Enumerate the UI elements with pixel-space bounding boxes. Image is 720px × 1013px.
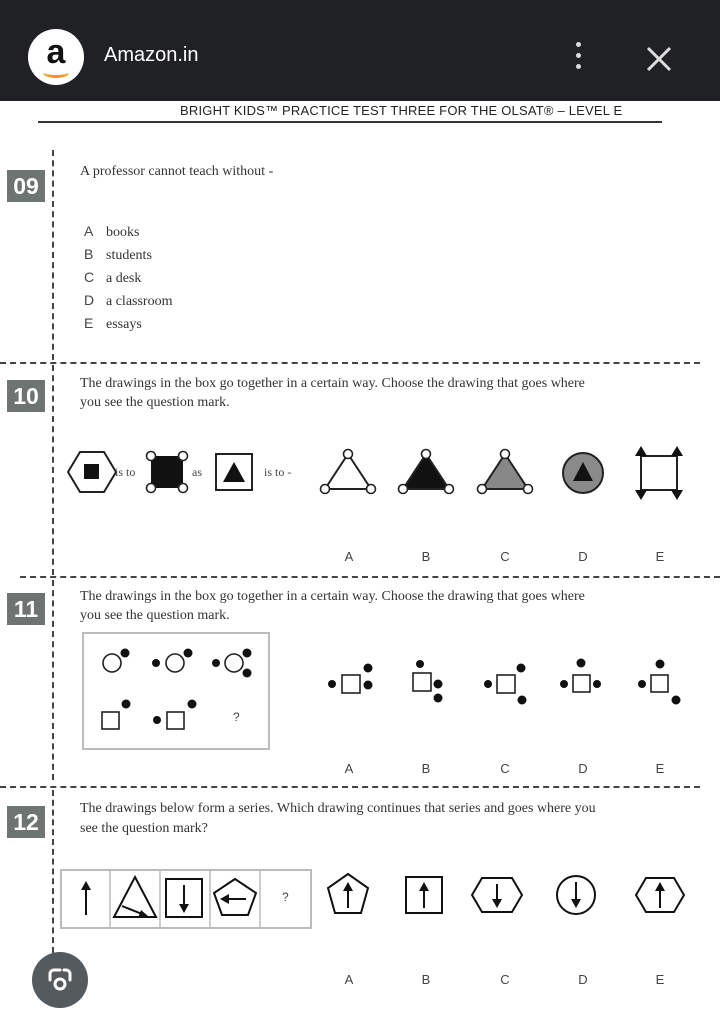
question-number-10: 10 bbox=[7, 380, 45, 412]
option-b-square-dots-icon bbox=[413, 660, 443, 703]
logo-letter: a bbox=[46, 33, 66, 71]
question-10-text-line2: you see the question mark. bbox=[80, 395, 230, 410]
browser-top-bar bbox=[0, 0, 720, 101]
answer-label-a[interactable]: A bbox=[344, 761, 354, 776]
logo-smile bbox=[43, 67, 69, 78]
option-a-triangle-icon bbox=[321, 450, 376, 494]
question-number-12: 12 bbox=[7, 806, 45, 838]
answer-option[interactable]: E essays bbox=[84, 315, 142, 332]
pentagon-arrow-left-icon bbox=[214, 879, 256, 915]
lens-icon bbox=[32, 952, 88, 1008]
q12-series-figures bbox=[60, 869, 312, 929]
answer-label-a[interactable]: A bbox=[344, 972, 354, 987]
answer-label-d[interactable]: D bbox=[578, 761, 588, 776]
answer-label-d[interactable]: D bbox=[578, 972, 588, 987]
more-vert-icon[interactable] bbox=[570, 42, 586, 76]
option-b-triangle-icon bbox=[399, 450, 454, 494]
answer-label-e[interactable]: E bbox=[655, 549, 665, 564]
answer-label-a[interactable]: A bbox=[344, 549, 354, 564]
answer-option[interactable]: B students bbox=[84, 246, 152, 263]
option-d-circle-triangle-icon bbox=[563, 453, 603, 493]
answer-label-d[interactable]: D bbox=[578, 549, 588, 564]
lens-search-button[interactable] bbox=[32, 952, 88, 1008]
answer-option[interactable]: A books bbox=[84, 223, 140, 240]
close-icon[interactable] bbox=[644, 44, 674, 74]
question-number-11: 11 bbox=[7, 593, 45, 625]
option-a-pentagon-arrow-up-icon bbox=[328, 874, 368, 913]
answer-label-b[interactable]: B bbox=[421, 549, 431, 564]
option-d-circle-arrow-down-icon bbox=[557, 876, 595, 914]
option-a-square-dots-icon bbox=[328, 664, 373, 694]
square-triangle-icon bbox=[216, 454, 252, 490]
is-to-label: is to - bbox=[264, 465, 292, 479]
question-12-text-line2: see the question mark? bbox=[80, 821, 208, 836]
margin-line bbox=[52, 580, 54, 780]
section-divider bbox=[0, 786, 700, 788]
page-title: BRIGHT KIDS™ PRACTICE TEST THREE FOR THE OLSAT® – LEVEL E bbox=[180, 103, 623, 118]
option-c-hexagon-arrow-down-icon bbox=[472, 878, 522, 912]
section-divider bbox=[20, 576, 720, 578]
answer-option[interactable]: C a desk bbox=[84, 269, 142, 286]
option-d-square-dots-icon bbox=[560, 659, 601, 693]
square-circle-corners-icon bbox=[147, 452, 188, 493]
option-e-square-arrows-icon bbox=[635, 446, 683, 500]
question-number-09: 09 bbox=[7, 170, 45, 202]
option-c-triangle-icon bbox=[478, 450, 533, 494]
option-c-square-dots-icon bbox=[484, 664, 527, 705]
option-b-square-arrow-up-icon bbox=[406, 877, 442, 913]
square-arrow-down-icon bbox=[166, 879, 202, 917]
hexagon-square-icon bbox=[68, 452, 116, 492]
is-to-label: is to bbox=[115, 465, 136, 479]
margin-line bbox=[52, 365, 54, 575]
site-name: Amazon.in bbox=[104, 44, 199, 66]
q11-example-figures bbox=[82, 632, 268, 748]
amazon-logo-icon[interactable] bbox=[28, 29, 84, 85]
question-mark: ? bbox=[233, 710, 240, 724]
question-12-text-line1: The drawings below form a series. Which drawing continues that series and goes where you bbox=[80, 801, 596, 816]
question-11-text-line1: The drawings in the box go together in a certain way. Choose the drawing that goes where bbox=[80, 589, 585, 604]
q10-figures bbox=[56, 444, 720, 504]
answer-option[interactable]: D a classroom bbox=[84, 292, 173, 309]
question-09-text: A professor cannot teach without - bbox=[80, 164, 274, 179]
option-e-hexagon-arrow-up-icon bbox=[636, 878, 684, 912]
answer-label-c[interactable]: C bbox=[500, 549, 510, 564]
answer-label-e[interactable]: E bbox=[655, 761, 665, 776]
as-label: as bbox=[192, 465, 202, 479]
q12-answer-figures bbox=[318, 866, 690, 928]
question-mark: ? bbox=[282, 890, 289, 904]
answer-label-b[interactable]: B bbox=[421, 972, 431, 987]
answer-label-c[interactable]: C bbox=[500, 972, 510, 987]
answer-label-e[interactable]: E bbox=[655, 972, 665, 987]
answer-label-c[interactable]: C bbox=[500, 761, 510, 776]
arrow-up-icon bbox=[81, 881, 91, 915]
header-rule bbox=[38, 121, 662, 123]
answer-label-b[interactable]: B bbox=[421, 761, 431, 776]
question-10-text-line1: The drawings in the box go together in a certain way. Choose the drawing that goes where bbox=[80, 376, 585, 391]
section-divider bbox=[0, 362, 700, 364]
triangle-arrow-right-icon bbox=[114, 877, 156, 918]
option-e-square-dots-icon bbox=[638, 660, 681, 705]
margin-line bbox=[52, 150, 54, 360]
question-11-text-line2: you see the question mark. bbox=[80, 608, 230, 623]
q11-answer-figures bbox=[320, 650, 690, 710]
